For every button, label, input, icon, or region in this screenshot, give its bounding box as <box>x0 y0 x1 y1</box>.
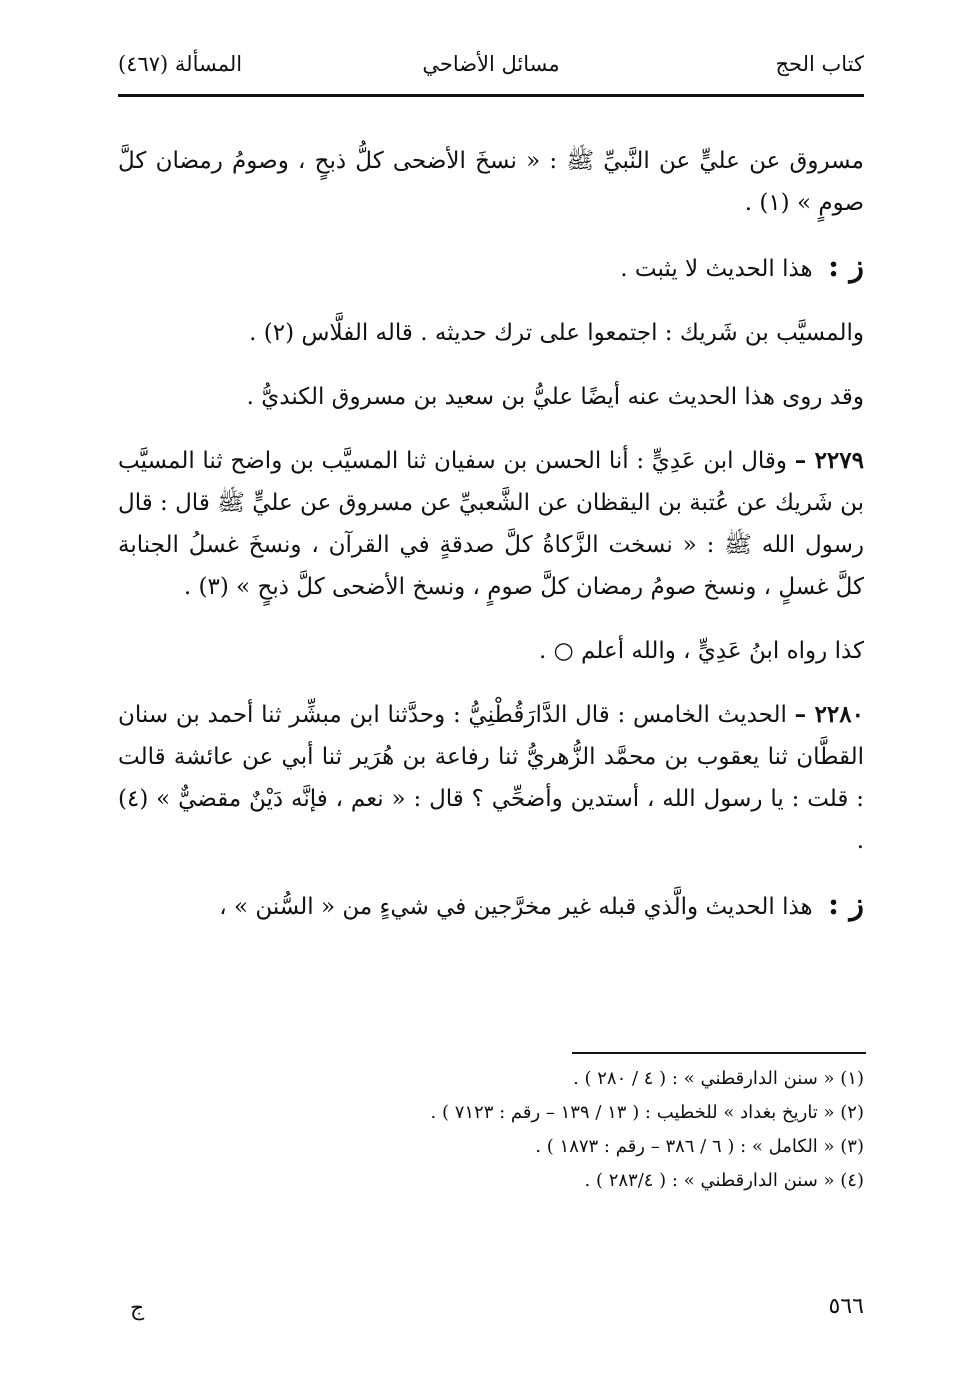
footnote: (٣) « الكامل » : ( ٦ / ٣٨٦ – رقم : ١٨٧٣ ) . <box>535 1136 864 1157</box>
paragraph <box>118 694 864 862</box>
footnote: (٤) « سنن الدارقطني » : ( ٢٨٣/٤ ) . <box>584 1170 864 1191</box>
paragraph-text: هذا الحديث والَّذي قبله غير مخرَّجين في شيءٍ من « السُّنن » ، <box>219 894 813 920</box>
paragraph-text: الحديث الخامس : قال الدَّارَقُطْنِيُّ : وحدَّثنا ابن مبشِّر ثنا أحمد بن سنان القطَّان ثنا يعقوب بن محمَّد الزُّهريُّ ثنا رفاعة بن هُرَير ثنا أبي عن عائشة قالت : قلت : يا رسول الله ، أستدين وأضحِّي ؟ قال : « نعم ، فإنَّه دَيْنٌ مقضيٌّ » (٤) . <box>118 702 864 854</box>
paragraph-text: كذا رواه ابنُ عَدِيٍّ ، والله أعلم ○ . <box>539 638 864 664</box>
footnotes <box>118 1062 864 1198</box>
paragraph <box>118 376 864 418</box>
footnote: (٢) « تاريخ بغداد » للخطيب : ( ١٣ / ١٣٩ – رقم : ٧١٢٣ ) . <box>430 1102 864 1123</box>
issue-number: المسألة (٤٦٧) <box>118 52 243 76</box>
page-number: ٥٦٦ <box>828 1294 864 1319</box>
paragraph-text: وقد روى هذا الحديث عنه أيضًا عليُّ بن سعيد بن مسروق الكنديُّ . <box>246 384 864 410</box>
paragraph <box>118 630 864 672</box>
author-remark-mark: ز : <box>827 249 864 284</box>
paragraph <box>118 140 864 224</box>
hadith-number: ٢٢٨٠ – <box>794 701 864 728</box>
footnote-rule <box>572 1052 866 1054</box>
paragraph-text: هذا الحديث لا يثبت . <box>620 256 813 282</box>
paragraph-text: والمسيَّب بن شَريك : اجتمعوا على ترك حديثه . قاله الفلَّاس (٢) . <box>249 320 864 346</box>
chapter-title: مسائل الأضاحي <box>422 52 560 76</box>
footnote: (١) « سنن الدارقطني » : ( ٤ / ٢٨٠ ) . <box>573 1068 864 1089</box>
paragraph <box>118 246 864 290</box>
paragraph-text: مسروق عن عليٍّ عن النَّبيِّ ﷺ : « نسخَ الأضحى كلُّ ذبحٍ ، وصومُ رمضان كلَّ صومٍ » (١) . <box>118 148 865 216</box>
hadith-number: ٢٢٧٩ – <box>794 447 864 474</box>
header-rule <box>118 94 864 97</box>
paragraph <box>118 440 864 608</box>
paragraph-text: وقال ابن عَدِيٍّ : أنا الحسن بن سفيان ثنا المسيَّب بن واضح ثنا المسيَّب بن شَريك عن عُتبة بن اليقظان عن الشَّعبيِّ عن مسروق عن عليٍّ ﷺ قال : قال رسول الله ﷺ : « نسخت الزَّكاةُ كلَّ صدقةٍ في القرآن ، ونسخَ غسلُ الجنابة كلَّ غسلٍ ، ونسخ صومُ رمضان كلَّ صومٍ ، ونسخ الأضحى كلَّ ذبحٍ » (٣) . <box>118 448 864 600</box>
running-header <box>118 52 864 88</box>
paragraph <box>118 884 864 928</box>
volume-mark: ج <box>130 1296 145 1321</box>
paragraph <box>118 312 864 354</box>
main-text <box>118 140 864 950</box>
author-remark-mark: ز : <box>827 887 864 922</box>
book-title: كتاب الحج <box>775 52 864 76</box>
